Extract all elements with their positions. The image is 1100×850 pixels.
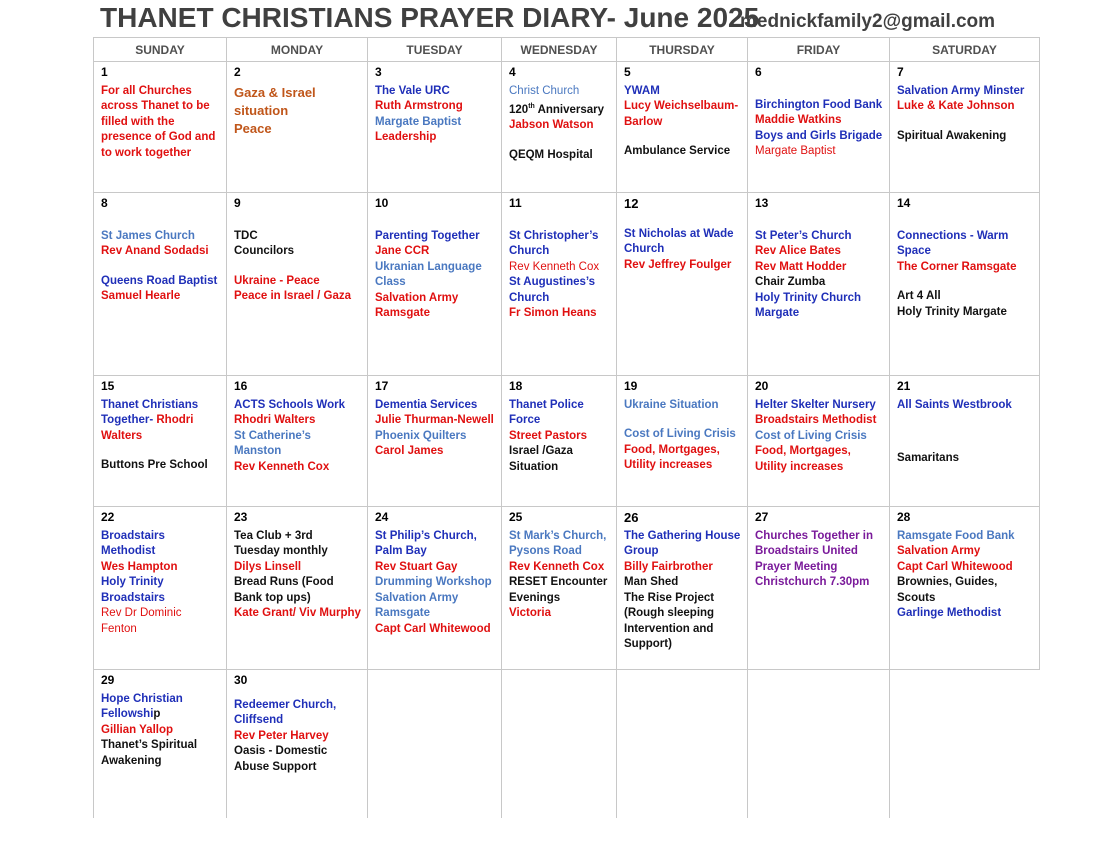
prayer-item: Peace in Israel / Gaza bbox=[234, 290, 351, 302]
weekday-header-row bbox=[94, 38, 1040, 62]
prayer-item: Leadership bbox=[375, 131, 437, 143]
prayer-item: Broadstairs Methodist bbox=[755, 414, 877, 426]
prayer-item: Dementia Services bbox=[375, 398, 478, 411]
day-cell-25 bbox=[502, 507, 617, 670]
prayer-item-person: Rhodri Walters bbox=[101, 414, 194, 442]
day-cell-24 bbox=[368, 507, 502, 670]
contact-email: mednickfamily2@gmail.com bbox=[740, 11, 996, 32]
day-cell-20 bbox=[748, 376, 890, 507]
prayer-item: Christ Church bbox=[509, 84, 580, 97]
anniversary-number: 120 bbox=[509, 103, 529, 116]
weekday-friday: FRIDAY bbox=[748, 38, 890, 62]
prayer-item: Man Shed bbox=[624, 576, 679, 588]
prayer-item: Chair Zumba bbox=[755, 276, 826, 288]
day-number: 7 bbox=[897, 65, 904, 79]
weekday-monday: MONDAY bbox=[227, 38, 368, 62]
day-cell-5 bbox=[617, 62, 748, 193]
prayer-item: Salvation Army bbox=[897, 545, 981, 557]
day-cell-30 bbox=[227, 670, 368, 818]
prayer-item: Samuel Hearle bbox=[101, 290, 181, 302]
prayer-item: Rev Jeffrey Foulger bbox=[624, 258, 732, 271]
day-cell-15 bbox=[94, 376, 227, 507]
prayer-item: Drumming Workshop bbox=[375, 576, 492, 588]
prayer-item: The Gathering House Group bbox=[624, 529, 741, 557]
prayer-item: Art 4 All bbox=[897, 290, 941, 302]
prayer-item: Rev Alice Bates bbox=[755, 245, 841, 257]
prayer-item: Rhodri Walters bbox=[234, 414, 316, 426]
prayer-item: Rev Dr Dominic Fenton bbox=[101, 607, 182, 635]
prayer-item bbox=[101, 398, 220, 445]
prayer-item: Buttons Pre School bbox=[101, 459, 208, 471]
prayer-item: Brownies, Guides, Scouts bbox=[897, 576, 998, 604]
weekday-sunday: SUNDAY bbox=[94, 38, 227, 62]
empty-cell bbox=[748, 670, 890, 818]
day-cell-14 bbox=[890, 193, 1040, 376]
ordinal-suffix: th bbox=[528, 103, 535, 110]
prayer-item: YWAM bbox=[624, 84, 660, 97]
calendar-grid bbox=[93, 37, 1040, 818]
prayer-item: Helter Skelter Nursery bbox=[755, 398, 876, 411]
prayer-item: Rev Stuart Gay bbox=[375, 560, 458, 573]
day-number: 20 bbox=[755, 379, 769, 393]
day-cell-17 bbox=[368, 376, 502, 507]
prayer-item: Rev Kenneth Cox bbox=[509, 560, 605, 573]
empty-cell bbox=[368, 670, 502, 818]
day-cell-6 bbox=[748, 62, 890, 193]
prayer-item: St Catherine’s Manston bbox=[234, 429, 311, 457]
prayer-item: Rev Peter Harvey bbox=[234, 729, 329, 742]
prayer-item: Dilys Linsell bbox=[234, 560, 302, 573]
day-cell-8 bbox=[94, 193, 227, 376]
prayer-item: Kate Grant/ Viv Murphy bbox=[234, 607, 361, 619]
prayer-item: Councilors bbox=[234, 245, 295, 257]
day-cell-10 bbox=[368, 193, 502, 376]
prayer-item: Street Pastors bbox=[509, 429, 587, 442]
prayer-item: St Nicholas at Wade Church bbox=[624, 227, 734, 255]
day-cell-3 bbox=[368, 62, 502, 193]
day-number: 19 bbox=[624, 379, 638, 393]
prayer-item: Ukraine Situation bbox=[624, 398, 719, 411]
prayer-item: Gillian Yallop bbox=[101, 723, 174, 736]
prayer-item: Queens Road Baptist bbox=[101, 274, 218, 287]
prayer-item: Lucy Weichselbaum-Barlow bbox=[624, 100, 739, 128]
prayer-item: Holy Trinity Margate bbox=[897, 305, 1007, 318]
weekday-tuesday: TUESDAY bbox=[368, 38, 502, 62]
prayer-item bbox=[509, 99, 610, 118]
day-cell-21 bbox=[890, 376, 1040, 507]
day-number: 2 bbox=[234, 65, 241, 79]
week-row bbox=[94, 193, 1040, 376]
day-cell-4 bbox=[502, 62, 617, 193]
prayer-item-group: Thanet Christians Together- bbox=[101, 398, 199, 426]
prayer-item: The Corner Ramsgate bbox=[897, 260, 1017, 273]
day-number: 24 bbox=[375, 510, 389, 524]
day-number: 1 bbox=[101, 65, 108, 79]
day-cell-22 bbox=[94, 507, 227, 670]
prayer-item: Ukraine - Peace bbox=[234, 274, 320, 287]
prayer-item: Broadstairs Methodist bbox=[101, 529, 165, 557]
prayer-item: Food, Mortgages, Utility increases bbox=[755, 445, 851, 473]
prayer-item: Ruth Armstrong bbox=[375, 100, 463, 112]
day-cell-19 bbox=[617, 376, 748, 507]
prayer-item: Thanet’s Spiritual Awakening bbox=[101, 739, 198, 767]
day-cell-12 bbox=[617, 193, 748, 376]
weekday-thursday: THURSDAY bbox=[617, 38, 748, 62]
prayer-item: Phoenix Quilters bbox=[375, 429, 467, 442]
day-cell-11 bbox=[502, 193, 617, 376]
prayer-item: St James Church bbox=[101, 229, 195, 242]
prayer-item: Peace bbox=[234, 120, 272, 136]
prayer-item: St Philip’s Church, Palm Bay bbox=[375, 529, 477, 557]
prayer-item: Birchington Food Bank bbox=[755, 98, 883, 111]
prayer-item: Salvation Army Minster bbox=[897, 84, 1025, 97]
prayer-item: Oasis - Domestic Abuse Support bbox=[234, 745, 328, 773]
prayer-item: Churches Together in Broadstairs United Prayer Meeting Christchurch 7.30pm bbox=[755, 529, 873, 588]
prayer-item bbox=[101, 692, 220, 723]
prayer-item-suffix: p bbox=[153, 708, 161, 720]
prayer-item: Holy Trinity Church Margate bbox=[755, 291, 862, 319]
day-cell-7 bbox=[890, 62, 1040, 193]
prayer-item: Ambulance Service bbox=[624, 145, 731, 157]
prayer-item: Victoria bbox=[509, 607, 551, 619]
prayer-item: Ramsgate Food Bank bbox=[897, 529, 1015, 542]
prayer-item: Wes Hampton bbox=[101, 560, 178, 573]
week-row bbox=[94, 376, 1040, 507]
empty-cell bbox=[617, 670, 748, 818]
day-cell-9 bbox=[227, 193, 368, 376]
page-title: THANET CHRISTIANS PRAYER DIARY- June 2025 bbox=[100, 2, 760, 33]
day-cell-27 bbox=[748, 507, 890, 670]
prayer-item: Billy Fairbrother bbox=[624, 560, 713, 573]
prayer-item: Holy Trinity Broadstairs bbox=[101, 576, 165, 604]
empty-cell bbox=[502, 670, 617, 818]
prayer-item: Salvation Army Ramsgate bbox=[375, 291, 459, 319]
day-number: 30 bbox=[234, 673, 248, 687]
day-number: 22 bbox=[101, 510, 115, 524]
prayer-item: St Augustines’s Church bbox=[509, 276, 596, 304]
prayer-item: Israel /Gaza Situation bbox=[509, 445, 573, 473]
day-number: 17 bbox=[375, 379, 389, 393]
prayer-item: St Christopher’s Church bbox=[509, 229, 599, 257]
prayer-item: St Mark’s Church, Pysons Road bbox=[509, 529, 607, 557]
prayer-item: QEQM Hospital bbox=[509, 148, 593, 161]
day-number: 8 bbox=[101, 196, 108, 210]
prayer-item: Jabson Watson bbox=[509, 119, 594, 132]
day-cell-23 bbox=[227, 507, 368, 670]
day-number: 13 bbox=[755, 196, 769, 210]
prayer-item: Maddie Watkins bbox=[755, 114, 842, 126]
prayer-item: Garlinge Methodist bbox=[897, 607, 1002, 619]
day-number: 6 bbox=[755, 65, 762, 79]
day-number: 4 bbox=[509, 65, 516, 79]
prayer-item: Boys and Girls Brigade bbox=[755, 129, 883, 142]
prayer-item: Connections - Warm Space bbox=[897, 229, 1009, 257]
prayer-item: All Saints Westbrook bbox=[897, 398, 1012, 411]
day-cell-16 bbox=[227, 376, 368, 507]
prayer-item: Ukranian Language Class bbox=[375, 260, 482, 288]
prayer-item: Carol James bbox=[375, 445, 444, 457]
day-number: 10 bbox=[375, 196, 389, 210]
prayer-item: Cost of Living Crisis bbox=[755, 429, 867, 442]
day-number: 15 bbox=[101, 379, 115, 393]
prayer-item: Margate Baptist bbox=[375, 115, 462, 128]
day-number: 25 bbox=[509, 510, 523, 524]
empty-cell bbox=[890, 670, 1040, 818]
prayer-item: Capt Carl Whitewood bbox=[897, 560, 1013, 573]
prayer-item: Fr Simon Heans bbox=[509, 307, 597, 319]
prayer-item: Jane CCR bbox=[375, 245, 430, 257]
prayer-item: TDC bbox=[234, 229, 258, 242]
day-number: 26 bbox=[624, 510, 639, 525]
prayer-item: Spiritual Awakening bbox=[897, 129, 1007, 142]
prayer-item: Thanet Police Force bbox=[509, 398, 584, 426]
day-cell-29 bbox=[94, 670, 227, 818]
day-cell-1 bbox=[94, 62, 227, 193]
prayer-item: Margate Baptist bbox=[755, 145, 836, 157]
day-number: 27 bbox=[755, 510, 769, 524]
prayer-item: Rev Kenneth Cox bbox=[234, 460, 330, 473]
prayer-item: Julie Thurman-Newell bbox=[375, 414, 494, 426]
prayer-item: Capt Carl Whitewood bbox=[375, 622, 491, 635]
prayer-item: Bread Runs (Food Bank top ups) bbox=[234, 576, 334, 604]
prayer-item: Rev Anand Sodadsi bbox=[101, 245, 209, 257]
prayer-item-group: Hope Christian Fellowshi bbox=[101, 692, 183, 720]
weekday-saturday: SATURDAY bbox=[890, 38, 1040, 62]
prayer-item: Gaza & Israel situation bbox=[234, 84, 316, 118]
prayer-item: St Peter’s Church bbox=[755, 229, 852, 242]
anniversary-label: Anniversary bbox=[534, 103, 605, 116]
week-row bbox=[94, 670, 1040, 818]
day-cell-13 bbox=[748, 193, 890, 376]
week-row bbox=[94, 507, 1040, 670]
day-number: 18 bbox=[509, 379, 523, 393]
day-number: 11 bbox=[509, 196, 522, 210]
prayer-item: Redeemer Church, Cliffsend bbox=[234, 698, 337, 726]
prayer-item: Parenting Together bbox=[375, 229, 480, 242]
day-cell-26 bbox=[617, 507, 748, 670]
prayer-item: Food, Mortgages, Utility increases bbox=[624, 443, 720, 471]
prayer-item: Samaritans bbox=[897, 452, 960, 464]
day-cell-18 bbox=[502, 376, 617, 507]
prayer-item: The Rise Project (Rough sleeping Intervention and Support) bbox=[624, 591, 715, 650]
day-number: 21 bbox=[897, 379, 911, 393]
prayer-item: The Vale URC bbox=[375, 84, 450, 97]
prayer-item: RESET Encounter Evenings bbox=[509, 576, 608, 604]
prayer-item: Luke & Kate Johnson bbox=[897, 100, 1015, 112]
day-number: 14 bbox=[897, 196, 911, 210]
day-number: 5 bbox=[624, 65, 631, 79]
prayer-item: For all Churches across Thanet to be filled with the presence of God and to work together bbox=[101, 84, 216, 159]
prayer-item: Cost of Living Crisis bbox=[624, 428, 736, 440]
day-number: 12 bbox=[624, 196, 639, 211]
prayer-item: Salvation Army Ramsgate bbox=[375, 591, 459, 619]
prayer-item: Rev Kenneth Cox bbox=[509, 260, 600, 273]
day-number: 28 bbox=[897, 510, 911, 524]
day-number: 29 bbox=[101, 673, 115, 687]
prayer-item: Rev Matt Hodder bbox=[755, 260, 847, 273]
day-cell-28 bbox=[890, 507, 1040, 670]
day-number: 23 bbox=[234, 510, 248, 524]
day-number: 3 bbox=[375, 65, 382, 79]
week-row bbox=[94, 62, 1040, 193]
prayer-item: Tea Club + 3rd Tuesday monthly bbox=[234, 529, 328, 557]
day-number: 9 bbox=[234, 196, 241, 210]
weekday-wednesday: WEDNESDAY bbox=[502, 38, 617, 62]
day-cell-2 bbox=[227, 62, 368, 193]
day-number: 16 bbox=[234, 379, 248, 393]
prayer-item: ACTS Schools Work bbox=[234, 398, 345, 411]
